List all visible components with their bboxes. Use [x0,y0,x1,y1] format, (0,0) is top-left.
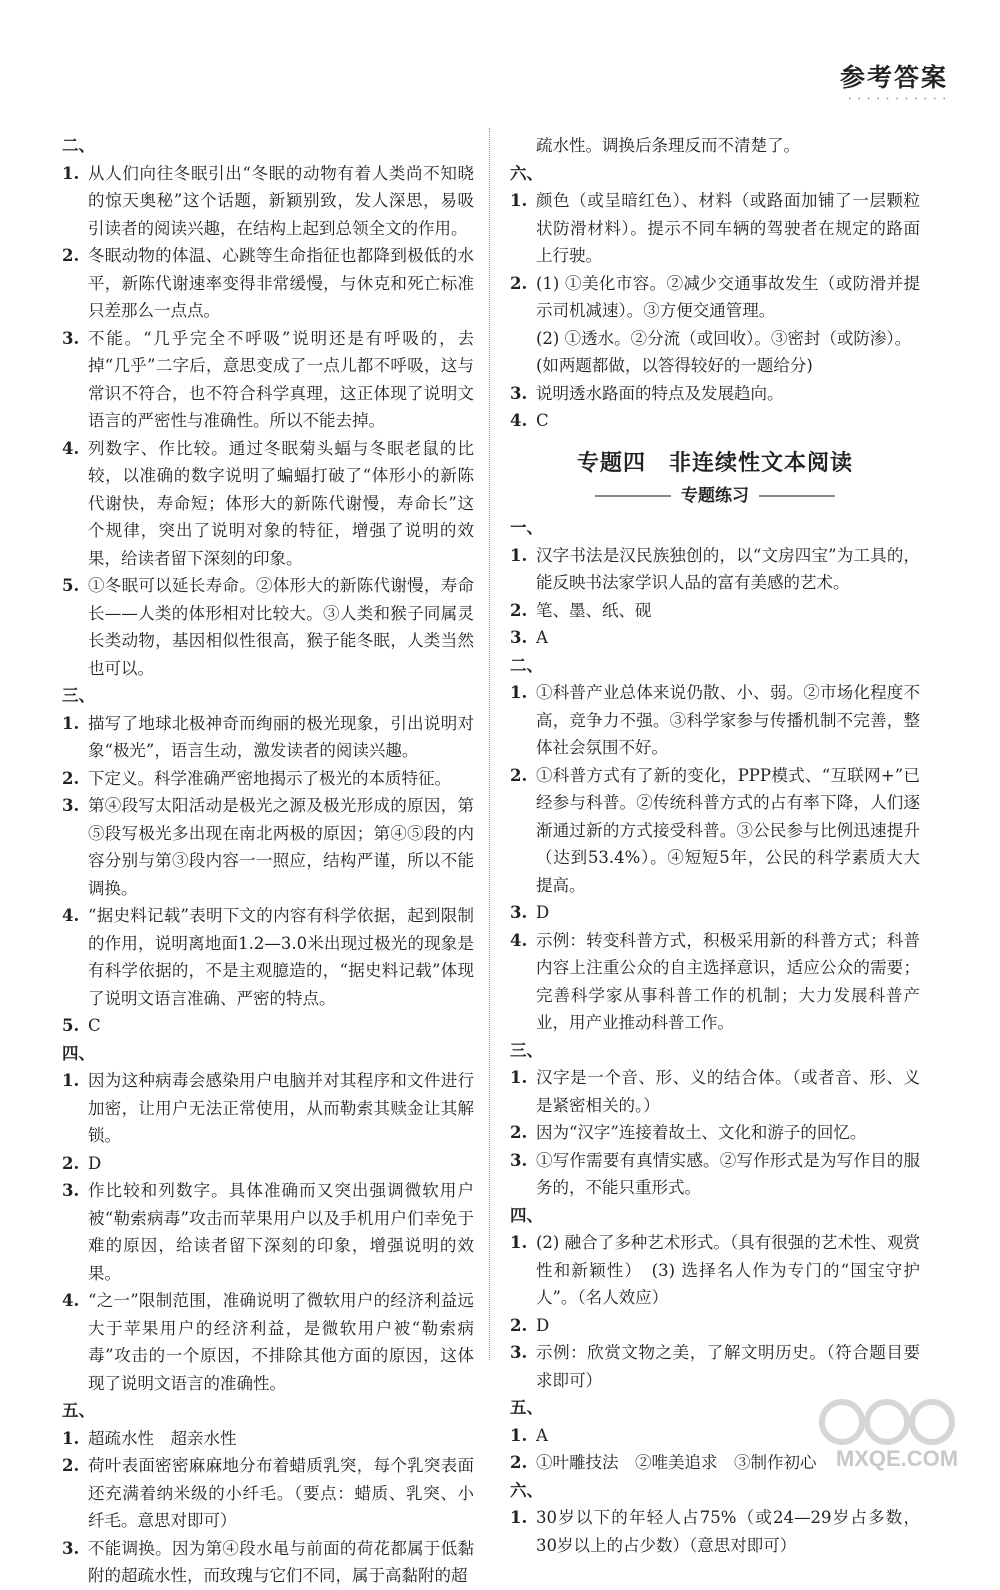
answer-item [62,1012,474,1040]
answer-item [62,1150,474,1178]
answer-item [510,679,920,762]
section-heading: 三、 [510,1040,543,1060]
answer-number: 5. [62,1016,80,1035]
answer-number: 2. [62,1456,80,1475]
section-heading: 一、 [510,518,543,537]
answer-item [62,1535,474,1590]
answer-item [62,1177,474,1287]
answer-number: 3. [510,383,528,403]
topic-heading: 专题四 非连续性文本阅读 [576,450,853,476]
answer-number: 3. [510,628,528,647]
answer-number: 1. [510,1233,528,1252]
answer-text: 超疏水性 超亲水性 [88,1428,237,1448]
answer-number: 1. [62,713,80,733]
rule-line [595,495,671,497]
answer-text: 第④段写太阳活动是极光之源及极光形成的原因，第⑤段写极光多出现在南北两极的原因；第④⑤段的内容分别与第③段内容一一照应，结构严谨，所以不能调换。 [88,796,474,898]
answer-text: ①叶雕技法 ②唯美追求 ③制作初心 [536,1453,817,1472]
answer-text: 示例：欣赏文物之美，了解文明历史。（符合题目要求即可） [536,1343,920,1390]
section-heading: 六、 [510,1480,543,1500]
answer-item [510,899,920,927]
answer-number: 1. [510,1425,528,1445]
answer-number: 1. [510,191,528,210]
answer-text: 不能调换。因为第④段水黾与前面的荷花都属于低黏附的超疏水性，而玫瑰与它们不同，属于高黏附的超 [88,1538,474,1585]
header-decoration: • • • • • • • • • • • [847,96,948,103]
watermark-text: MXQE.COM [835,1446,959,1471]
answer-item [62,765,474,793]
answer-number: 1. [510,545,528,565]
answer-number: 2. [510,765,528,785]
answer-item [510,624,920,652]
answer-text: 说明透水路面的特点及发展趋向。 [536,383,784,403]
answer-number: 3. [510,903,528,922]
answer-continuation: (如两题都做，以答得较好的一题给分) [536,356,813,375]
answer-text: 冬眠动物的体温、心跳等生命指征也都降到极低的水平，新陈代谢速率变得非常缓慢，与休克和死亡标准只差那么一点点。 [88,246,474,320]
answer-item [510,407,920,435]
answer-number: 1. [62,163,80,183]
rule-line [759,495,835,497]
answer-number: 1. [510,1508,528,1527]
answer-continuation: (2) ①透水。②分流（或回收）。③密封（或防渗）。 [536,328,912,348]
answer-item [62,1425,474,1453]
section-heading: 四、 [510,1205,543,1225]
answer-number: 3. [62,328,80,348]
answer-text: ①科普产业总体来说仍散、小、弱。②市场化程度不高，竞争力不强。③科学家参与传播机制不完善，整体社会氛围不好。 [536,683,920,757]
answer-item [62,435,474,573]
left-column [62,132,474,1590]
answer-item [510,762,920,900]
answer-item [62,710,474,765]
answer-number: 3. [62,1538,80,1558]
section-heading: 二、 [510,655,543,675]
answer-text: ①冬眠可以延长寿命。②体形大的新陈代谢慢，寿命长——人类的体形相对比较大。③人类和猴子同属灵长类动物，基因相似性很高，猴子能冬眠，人类当然也可以。 [88,576,474,678]
answer-number: 1. [62,1071,80,1090]
answer-item [510,187,920,270]
answer-text: 列数字、作比较。通过冬眠菊头蝠与冬眠老鼠的比较，以准确的数字说明了蝙蝠打破了“体形小的新陈代谢快，寿命短；体形大的新陈代谢慢，寿命长”这个规律，突出了说明对象的特征，增强了说明的效果，给读者留下深刻的印象。 [88,438,474,568]
answer-text: 作比较和列数字。具体准确而又突出强调微软用户被“勒索病毒”攻击而苹果用户以及手机用户们幸免于难的原因，给读者留下深刻的印象，增强说明的效果。 [88,1181,474,1283]
answer-text: 描写了地球北极神奇而绚丽的极光现象，引出说明对象“极光”，语言生动，激发读者的阅读兴趣。 [88,713,474,760]
answer-item [62,325,474,435]
answer-item [510,1339,920,1394]
answer-text: D [536,1315,550,1335]
answer-number: 2. [510,1453,528,1472]
answer-item [62,1452,474,1535]
answer-item [510,542,920,597]
answer-number: 2. [510,1315,528,1335]
practice-heading [510,483,920,511]
answer-number: 1. [510,683,528,702]
answer-text: “据史料记载”表明下文的内容有科学依据，起到限制的作用，说明离地面1.2—3.0米出现过极光的现象是有科学依据的，不是主观臆造的，“据史料记载”体现了说明文语言准确、严密的特点。 [88,906,474,1008]
section-heading: 五、 [62,1401,95,1420]
answer-number: 4. [62,1291,80,1310]
answer-item [510,380,920,408]
answer-number: 2. [510,600,528,620]
answer-item [510,1312,920,1340]
answer-text: 汉字书法是汉民族独创的，以“文房四宝”为工具的，能反映书法家学识人品的富有美感的艺术。 [536,545,920,592]
answer-item [62,1287,474,1397]
answer-text: (1) ①美化市容。②减少交通事故发生（或防滑并提示司机减速）。③方便交通管理。 [536,273,920,320]
answer-number: 4. [510,411,528,430]
page-header [840,58,948,103]
answer-number: 3. [510,1150,528,1170]
answer-text: (2) 融合了多种艺术形式。（具有很强的艺术性、观赏性和新颖性） (3) 选择名人作为专门的“国宝守护人”。（名人效应） [536,1233,920,1307]
answer-text: 汉字是一个音、形、义的结合体。（或者音、形、义是紧密相关的。） [536,1068,920,1115]
answer-text: 从人们向往冬眠引出“冬眠的动物有着人类尚不知晓的惊天奥秘”这个话题，新颖别致，发人深思，易吸引读者的阅读兴趣，在结构上起到总领全文的作用。 [88,163,474,238]
practice-label: 专题练习 [681,485,749,506]
answer-item [510,927,920,1037]
section-heading: 三、 [62,686,95,705]
answer-text: A [536,1425,548,1445]
answer-item [62,160,474,243]
answer-number: 1. [510,1068,528,1087]
answer-item [62,242,474,325]
answer-number: 2. [510,273,528,293]
answer-item [62,902,474,1012]
right-column [510,132,920,1559]
section-heading: 五、 [510,1398,543,1417]
answer-item [62,572,474,682]
answer-text: 颜色（或呈暗红色）、材料（或路面加铺了一层颗粒状防滑材料）。提示不同车辆的驾驶者在规定的路面上行驶。 [536,191,920,265]
answer-item [510,1064,920,1119]
answer-number: 2. [62,1153,80,1173]
answer-number: 2. [62,246,80,265]
header-title: 参考答案 [839,63,948,92]
answer-item [62,1067,474,1150]
section-heading: 二、 [62,136,95,155]
answer-number: 3. [62,1181,80,1200]
answer-continuation: 疏水性。调换后条理反而不清楚了。 [536,136,800,155]
answer-number: 3. [62,796,80,815]
answer-number: 5. [62,576,80,595]
answer-text: “之一”限制范围，准确说明了微软用户的经济利益远大于苹果用户的经济利益，是微软用户被“勒索病毒”攻击的一个原因，不排除其他方面的原因，这体现了说明文语言的准确性。 [88,1291,474,1393]
answer-number: 4. [62,906,80,925]
answer-text: 荷叶表面密密麻麻地分布着蜡质乳突，每个乳突表面还充满着纳米级的小纤毛。（要点：蜡质、乳突、小纤毛。意思对即可） [88,1456,474,1530]
answer-number: 2. [510,1123,528,1142]
answer-text: D [88,1153,102,1173]
section-heading: 六、 [510,163,543,183]
answer-item [510,270,920,325]
answer-text: ①写作需要有真情实感。②写作形式是为写作目的服务的，不能只重形式。 [536,1150,920,1197]
answer-item [510,1119,920,1147]
answer-item [510,1229,920,1312]
answer-text: ①科普方式有了新的变化，PPP模式、“互联网+”已经参与科普。②传统科普方式的占有率下降，人们逐渐通过新的方式接受科普。③公民参与比例迅速提升（达到53.4%）。④短短5年，公民的科学素质大大提高。 [536,765,920,895]
answer-number: 4. [62,438,80,458]
answer-text: 30岁以下的年轻人占75%（或24—29岁占多数，30岁以上的占少数）（意思对即可） [536,1508,920,1555]
answer-text: 因为“汉字”连接着故土、文化和游子的回忆。 [536,1123,867,1142]
answer-number: 3. [510,1343,528,1362]
answer-text: 不能。“几乎完全不呼吸”说明还是有呼吸的，去掉“几乎”二字后，意思变成了一点儿都不呼吸，这与常识不符合，也不符合科学真理，这正体现了说明文语言的严密性与准确性。所以不能去掉。 [88,328,474,430]
answer-item [510,597,920,625]
answer-item [510,1147,920,1202]
answer-item [62,792,474,902]
answer-text: D [536,903,550,922]
section-heading: 四、 [62,1043,95,1063]
answer-text: 示例：转变科普方式，积极采用新的科普方式；科普内容上注重公众的自主选择意识，适应公众的需要；完善科学家从事科普工作的机制；大力发展科普产业，用产业推动科普工作。 [536,930,920,1032]
column-divider [489,128,490,1360]
answer-text: 因为这种病毒会感染用户电脑并对其程序和文件进行加密，让用户无法正常使用，从而勒索其赎金让其解锁。 [88,1071,474,1145]
answer-item [510,1504,920,1559]
answer-text: C [536,411,549,430]
watermark-logo [812,1392,982,1472]
answer-text: 下定义。科学准确严密地揭示了极光的本质特征。 [88,768,451,788]
answer-number: 4. [510,930,528,950]
answer-text: 笔、墨、纸、砚 [536,600,652,620]
answer-number: 1. [62,1428,80,1448]
answer-text: C [88,1016,101,1035]
answer-number: 2. [62,768,80,788]
answer-text: A [536,628,548,647]
